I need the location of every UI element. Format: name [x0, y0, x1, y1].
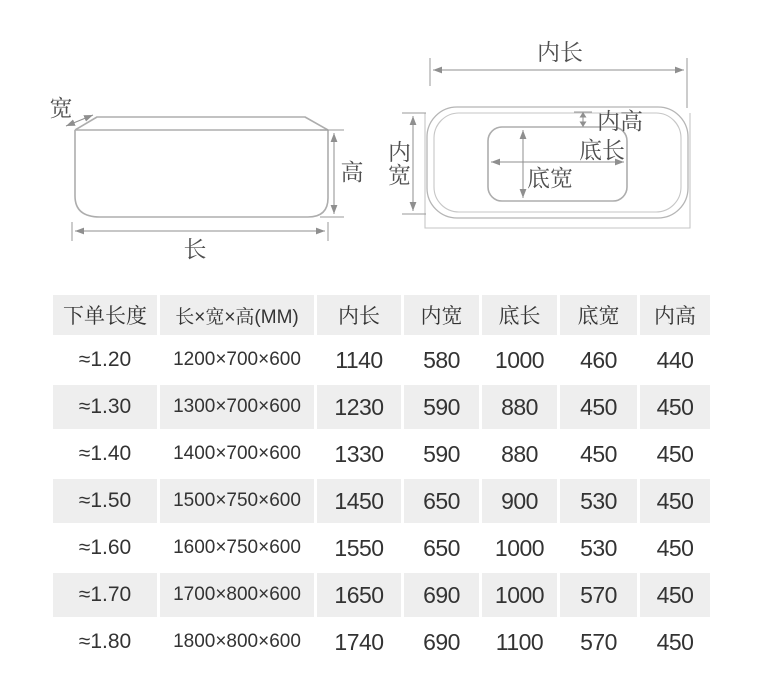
cell-inner-height: 450	[640, 526, 710, 570]
tub-top-face	[75, 117, 328, 130]
bottom-length-label: 底长	[579, 137, 625, 163]
cell-order-length: ≈1.20	[53, 338, 157, 382]
cell-order-length: ≈1.60	[53, 526, 157, 570]
header-lwh: 长×宽×高(MM)	[160, 295, 314, 335]
cell-inner-width: 690	[404, 573, 479, 617]
table-row	[53, 526, 710, 570]
table-row	[53, 385, 710, 429]
cell-bottom-width: 450	[560, 385, 637, 429]
bottom-width-label: 底宽	[527, 165, 573, 191]
cell-bottom-width: 570	[560, 620, 637, 664]
cell-inner-height: 450	[640, 620, 710, 664]
cell-size-mm: 1600×750×600	[160, 526, 314, 570]
cell-inner-height: 440	[640, 338, 710, 382]
table-header	[53, 295, 710, 335]
header-inner-length: 内长	[317, 295, 401, 335]
cell-inner-length: 1450	[317, 479, 401, 523]
table-row	[53, 573, 710, 617]
cell-order-length: ≈1.40	[53, 432, 157, 476]
table-row	[53, 338, 710, 382]
cell-inner-length: 1330	[317, 432, 401, 476]
cell-bottom-width: 530	[560, 479, 637, 523]
header-bottom-length: 底长	[482, 295, 557, 335]
cell-size-mm: 1800×800×600	[160, 620, 314, 664]
table-row	[53, 432, 710, 476]
cell-inner-width: 650	[404, 526, 479, 570]
header-order-length: 下单长度	[53, 295, 157, 335]
cell-bottom-width: 450	[560, 432, 637, 476]
cell-bottom-width: 570	[560, 573, 637, 617]
table-row	[53, 479, 710, 523]
cell-inner-width: 580	[404, 338, 479, 382]
cell-inner-length: 1230	[317, 385, 401, 429]
inner-height-label: 内高	[597, 108, 643, 134]
box-width-label: 宽	[49, 95, 73, 121]
cell-bottom-length: 1100	[482, 620, 557, 664]
cell-bottom-length: 1000	[482, 573, 557, 617]
box-length-label: 长	[183, 236, 207, 262]
header-row	[53, 295, 710, 335]
cell-order-length: ≈1.70	[53, 573, 157, 617]
inner-length-ticks	[430, 58, 687, 108]
cell-bottom-length: 900	[482, 479, 557, 523]
cell-inner-width: 590	[404, 385, 479, 429]
cell-order-length: ≈1.80	[53, 620, 157, 664]
diagrams-svg	[0, 0, 772, 290]
perspective-view-figure	[50, 95, 364, 262]
inner-width-label: 内宽	[385, 140, 411, 186]
inner-height-arrow-down	[580, 122, 587, 128]
cell-size-mm: 1500×750×600	[160, 479, 314, 523]
cell-inner-width: 690	[404, 620, 479, 664]
size-table-body	[53, 338, 710, 664]
inner-length-label: 内长	[537, 39, 583, 65]
cell-inner-width: 590	[404, 432, 479, 476]
cell-bottom-width: 530	[560, 526, 637, 570]
header-inner-width: 内宽	[404, 295, 479, 335]
cell-inner-height: 450	[640, 385, 710, 429]
cell-order-length: ≈1.50	[53, 479, 157, 523]
cell-bottom-width: 460	[560, 338, 637, 382]
cell-size-mm: 1400×700×600	[160, 432, 314, 476]
cell-inner-height: 450	[640, 573, 710, 617]
box-height-label: 高	[340, 159, 364, 185]
cell-bottom-length: 880	[482, 432, 557, 476]
cell-order-length: ≈1.30	[53, 385, 157, 429]
cell-size-mm: 1200×700×600	[160, 338, 314, 382]
header-bottom-width: 底宽	[560, 295, 637, 335]
cell-bottom-length: 1000	[482, 526, 557, 570]
dimension-diagrams	[0, 0, 772, 290]
cell-size-mm: 1700×800×600	[160, 573, 314, 617]
cell-inner-width: 650	[404, 479, 479, 523]
cell-inner-length: 1740	[317, 620, 401, 664]
cell-size-mm: 1300×700×600	[160, 385, 314, 429]
size-spec-table	[50, 292, 713, 667]
top-view-figure	[385, 39, 690, 228]
table-row	[53, 620, 710, 664]
header-inner-height: 内高	[640, 295, 710, 335]
cell-inner-length: 1140	[317, 338, 401, 382]
cell-bottom-length: 1000	[482, 338, 557, 382]
tub-front-face	[75, 130, 328, 217]
cell-inner-height: 450	[640, 479, 710, 523]
cell-bottom-length: 880	[482, 385, 557, 429]
cell-inner-height: 450	[640, 432, 710, 476]
cell-inner-length: 1650	[317, 573, 401, 617]
cell-inner-length: 1550	[317, 526, 401, 570]
